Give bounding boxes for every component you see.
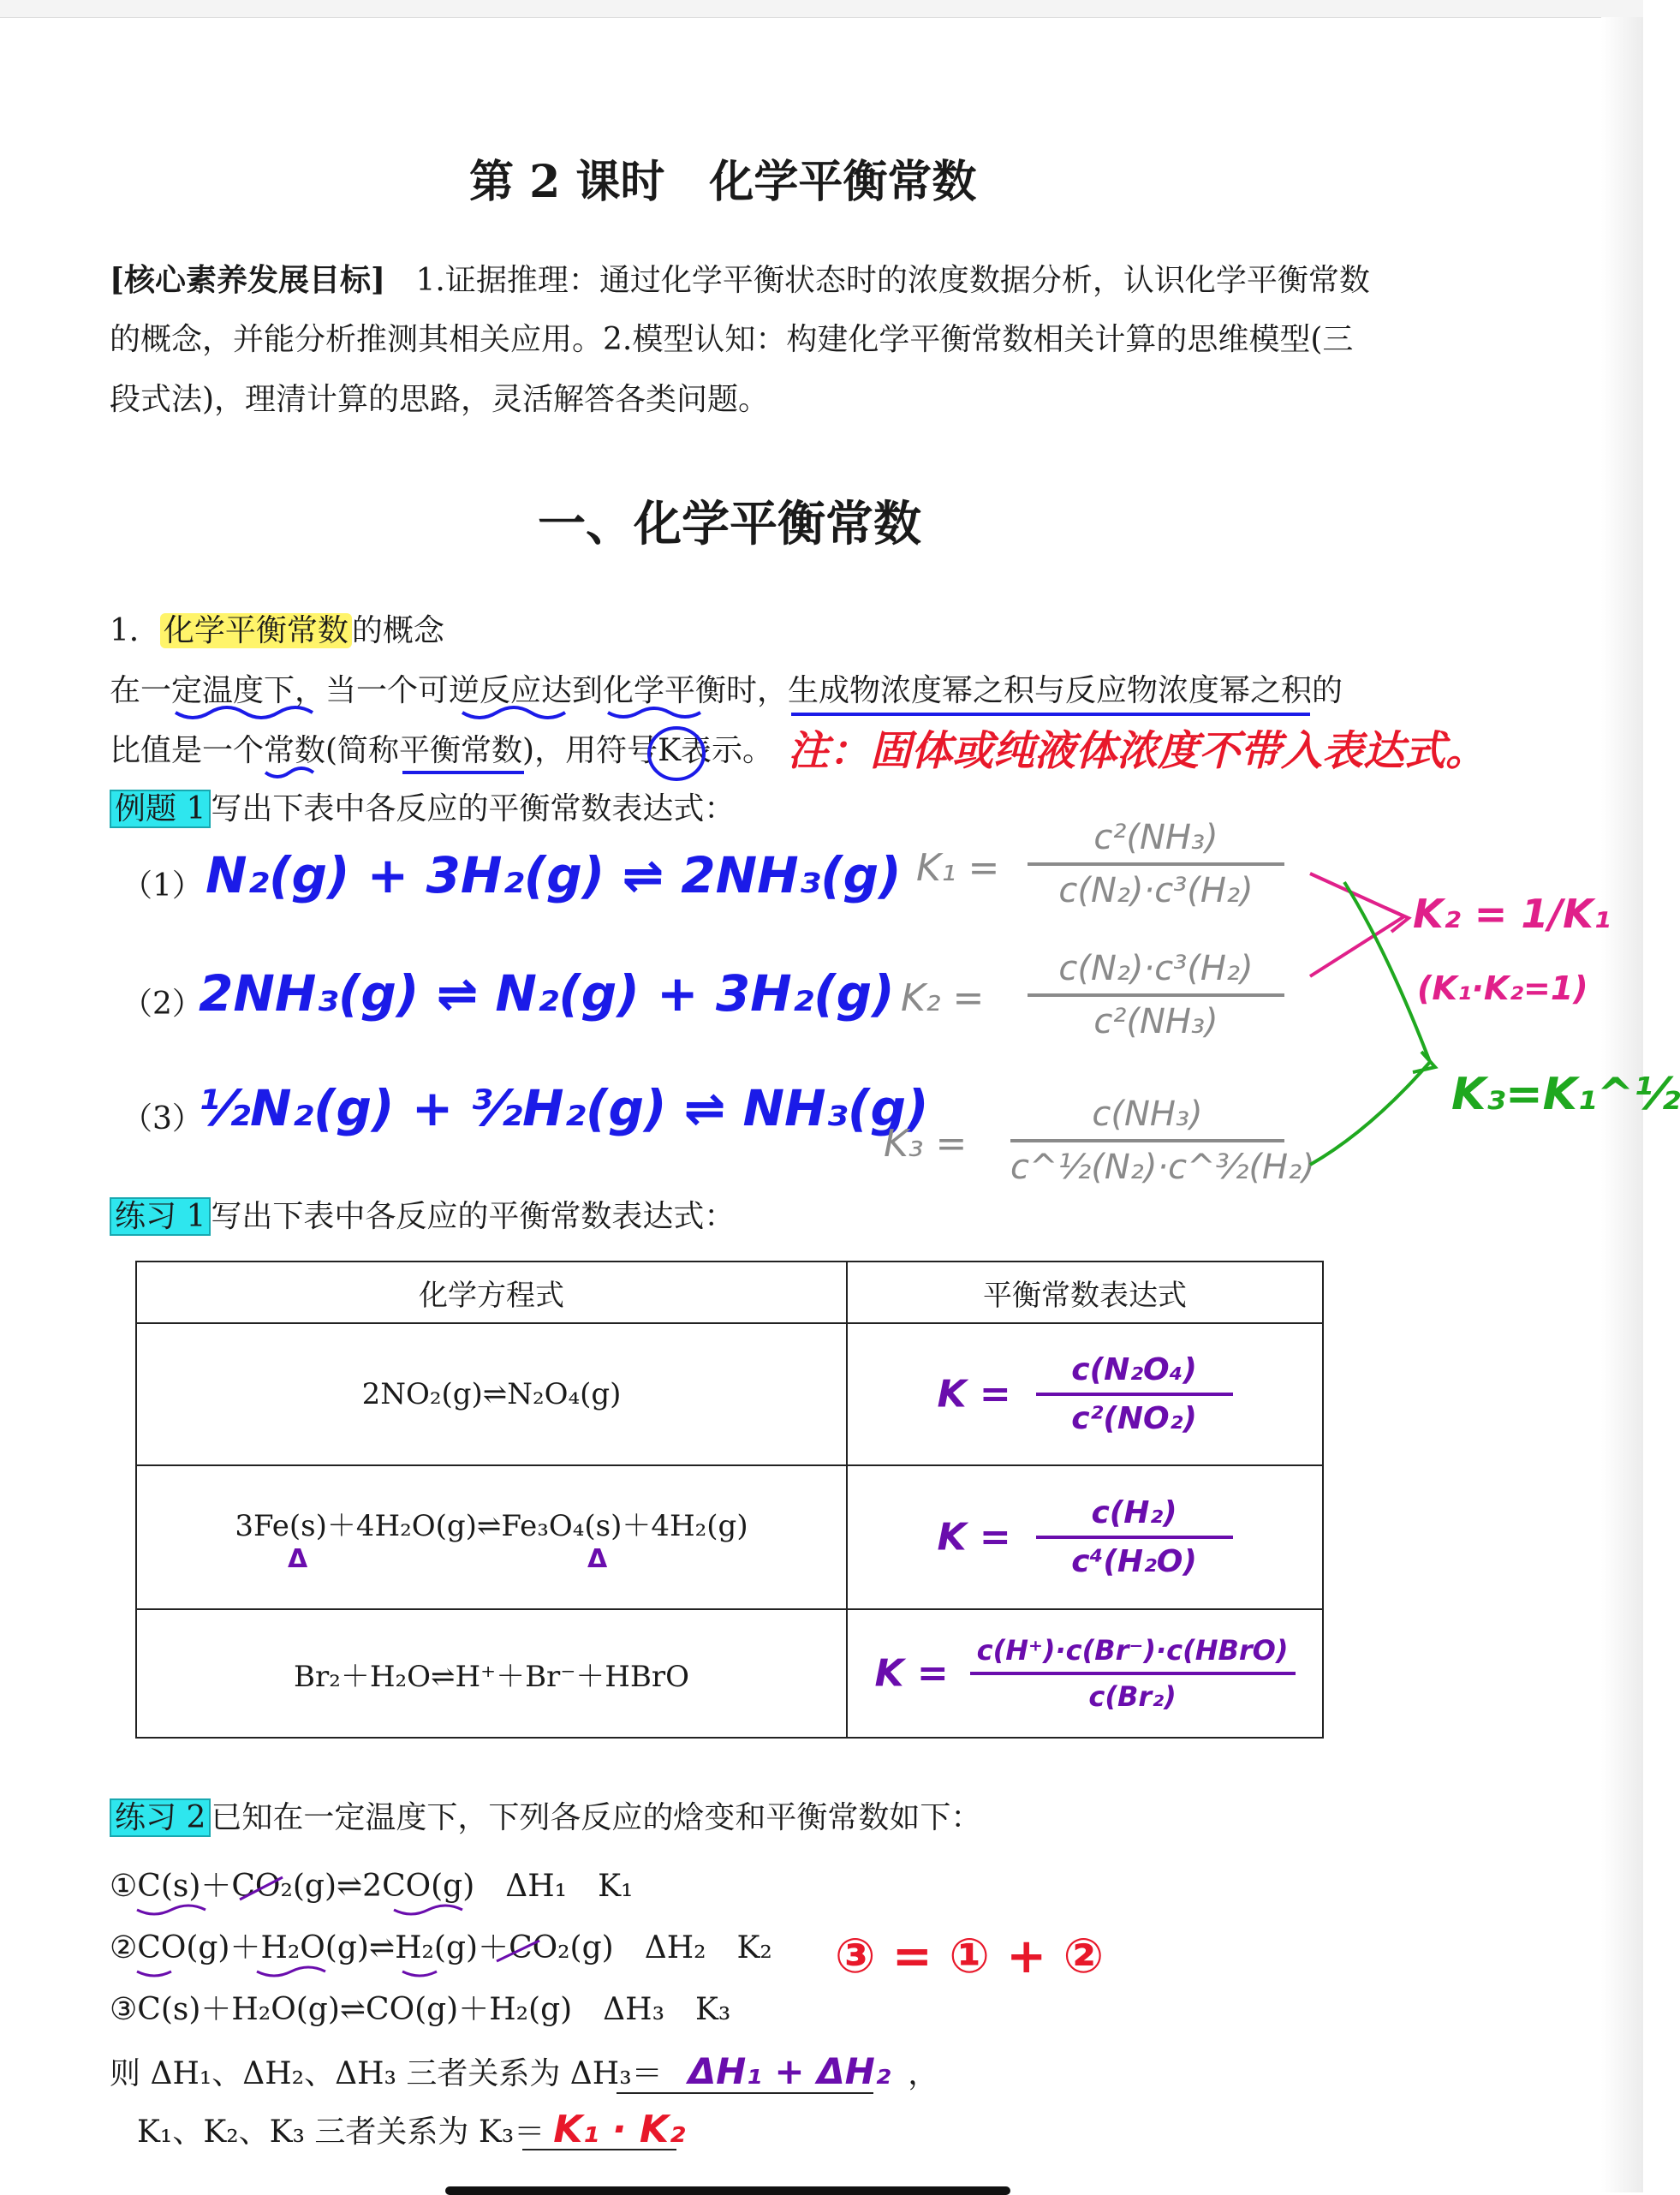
row1-k-denominator: c²(NO₂): [1071, 1401, 1197, 1436]
k3-denominator: c^½(N₂)·c^³⁄₂(H₂): [1010, 1148, 1315, 1187]
solid-mark-fe3o4: Δ: [587, 1543, 608, 1574]
k2-denominator: c²(NH₃): [1093, 1002, 1218, 1041]
row2-equation: 3Fe(s)＋4H₂O(g)⇌Fe₃O₄(s)＋4H₂(g): [235, 1508, 748, 1543]
solid-mark-fe: Δ: [288, 1543, 308, 1574]
question-1-prefix: 则 ΔH₁、ΔH₂、ΔH₃ 三者关系为 ΔH₃＝: [110, 2056, 663, 2091]
k1-label: K₁ =: [916, 846, 1000, 890]
table-cell-equation: 2NO₂(g)⇌N₂O₄(g): [136, 1323, 847, 1465]
example1-item-1-num: （1）: [122, 868, 203, 904]
note-handwritten: 注：固体或纯液体浓度不带入表达式。: [788, 727, 1487, 775]
table-header-expression: 平衡常数表达式: [847, 1262, 1323, 1323]
question-2: [137, 2100, 685, 2162]
example1-item-3-equation: ½N₂(g) + ³⁄₂H₂(g) ⇌ NH₃(g): [199, 1079, 929, 1137]
k3-numerator: c(NH₃): [1092, 1095, 1203, 1134]
concept-number: 1．: [110, 613, 160, 648]
k2-relation: K₂ = 1/K₁: [1413, 891, 1611, 937]
viewer-top-bar: [0, 0, 1643, 18]
practice2-tag: 练习 2: [110, 1798, 211, 1837]
goals-line-2: 的概念，并能分析推测其相关应用。2.模型认知：构建化学平衡常数相关计算的思维模型(三: [110, 322, 1354, 357]
practice1-text: 写出下表中各反应的平衡常数表达式：: [211, 1199, 736, 1234]
example1-item-1-equation: N₂(g) + 3H₂(g) ⇌ 2NH₃(g): [206, 846, 902, 904]
k1-denominator: c(N₂)·c³(H₂): [1058, 871, 1254, 910]
row3-k-denominator: c(Br₂): [1088, 1680, 1177, 1713]
row2-k-label: K =: [937, 1515, 1011, 1560]
example1-text: 写出下表中各反应的平衡常数表达式：: [211, 791, 736, 826]
row1-k-numerator: c(N₂O₄): [1071, 1352, 1197, 1387]
row3-k-label: K =: [874, 1651, 949, 1696]
row2-k-denominator: c⁴(H₂O): [1071, 1544, 1197, 1579]
concept-suffix: 的概念: [351, 613, 444, 648]
page-title: 第 2 课时 化学平衡常数: [469, 156, 977, 208]
reaction-annotations: [0, 17, 1601, 2192]
example1-item-3-num: （3）: [122, 1101, 203, 1136]
table-header-equation: 化学方程式: [136, 1262, 847, 1323]
k1k2-relation: (K₁·K₂=1): [1417, 969, 1588, 1007]
section-title: 一、化学平衡常数: [538, 496, 921, 552]
k2-label: K₂ =: [901, 976, 985, 1020]
row2-k-numerator: c(H₂): [1091, 1495, 1177, 1530]
combination-note: ③ = ① + ②: [835, 1929, 1105, 1984]
question-1-suffix: ，: [908, 2056, 939, 2091]
goals-line-3: 段式法)，理清计算的思路，灵活解答各类问题。: [110, 382, 770, 417]
k1-numerator: c²(NH₃): [1093, 818, 1218, 857]
reaction-3: ③C(s)＋H₂O(g)⇌CO(g)＋H₂(g) ΔH₃ K₃: [110, 1992, 731, 2027]
question-1: [110, 2042, 938, 2104]
concept-line-1: 在一定温度下，当一个可逆反应达到化学平衡时，生成物浓度幂之积与反应物浓度幂之积的: [110, 673, 1343, 708]
question-1-answer: ΔH₁ + ΔH₂: [688, 2050, 891, 2092]
practice1-tag: 练习 1: [110, 1197, 211, 1236]
example1-item-2-num: （2）: [122, 987, 203, 1022]
question-2-answer: K₁ · K₂: [553, 2108, 686, 2151]
concept-term-highlight: 化学平衡常数: [160, 613, 352, 648]
goals-tag: [核心素养发展目标]: [110, 262, 386, 298]
document-page: [0, 17, 1680, 2192]
reaction-2: ②CO(g)＋H₂O(g)⇌H₂(g)＋CO₂(g) ΔH₂ K₂: [110, 1930, 772, 1965]
example1-tag: 例题 1: [110, 790, 211, 828]
example1-item-2-equation: 2NH₃(g) ⇌ N₂(g) + 3H₂(g): [199, 964, 895, 1023]
concept-line-2: 比值是一个常数(简称平衡常数)，用符号K表示。: [110, 733, 773, 768]
goals-text-1: 1.证据推理：通过化学平衡状态时的浓度数据分析，认识化学平衡常数: [415, 263, 1370, 298]
k2-numerator: c(N₂)·c³(H₂): [1058, 949, 1254, 988]
row3-k-numerator: c(H⁺)·c(Br⁻)·c(HBrO): [976, 1634, 1289, 1667]
k3-relation: K₃=K₁^½: [1451, 1069, 1680, 1120]
table-cell-equation: Br₂＋H₂O⇌H⁺＋Br⁻＋HBrO: [136, 1609, 847, 1738]
reaction-1: ①C(s)＋CO₂(g)⇌2CO(g) ΔH₁ K₁: [110, 1869, 634, 1904]
home-indicator[interactable]: [445, 2186, 1010, 2195]
practice2-text: 已知在一定温度下，下列各反应的焓变和平衡常数如下：: [211, 1800, 982, 1835]
k3-label: K₃ =: [884, 1122, 968, 1166]
row1-k-label: K =: [937, 1372, 1011, 1417]
question-2-prefix: K₁、K₂、K₃ 三者关系为 K₃＝: [137, 2114, 545, 2150]
